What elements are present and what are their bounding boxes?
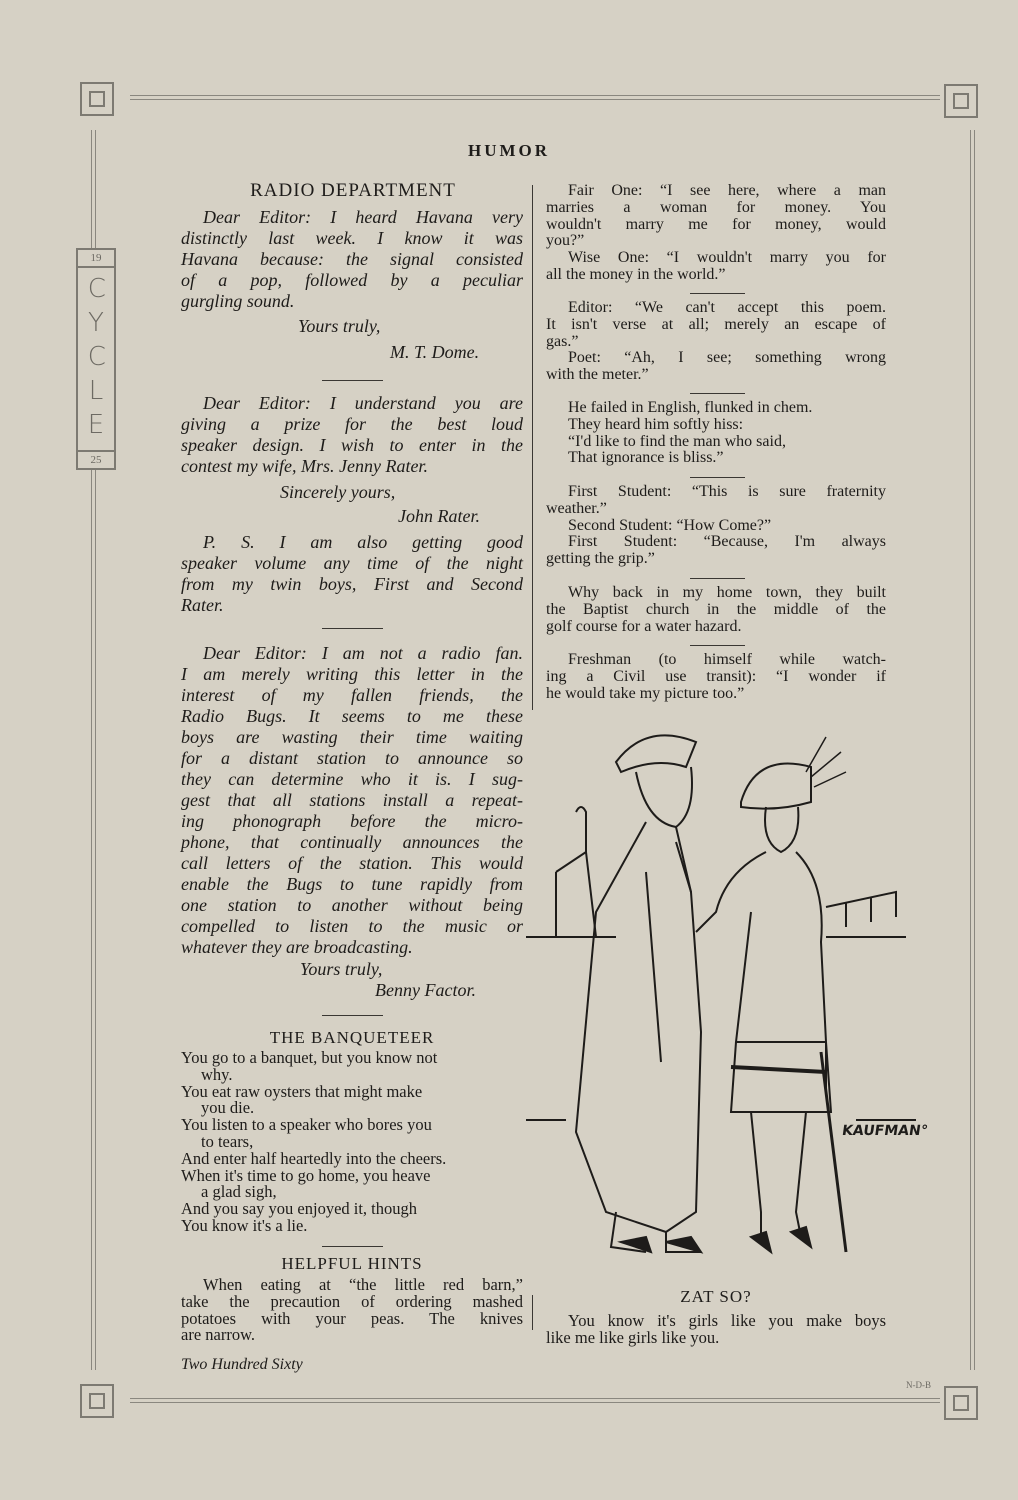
divider: [690, 578, 745, 579]
letter-1: [181, 207, 523, 312]
text-line: you die.: [201, 1098, 255, 1118]
text-line: He failed in English, flunked in chem.: [568, 399, 813, 416]
joke-water-hazard: [546, 585, 886, 635]
text-line: They heard him softly hiss:: [568, 415, 744, 433]
text-line: you?”: [546, 232, 585, 250]
text-line: Dear Editor: I heard Havana very: [203, 207, 523, 227]
text-line: compelled to listen to the music or: [181, 916, 523, 936]
text-line: phone, that continually announces the: [181, 832, 523, 852]
cartoon-title: ZAT SO?: [680, 1287, 752, 1306]
radio-department-title: RADIO DEPARTMENT: [250, 180, 456, 201]
text-line: golf course for a water hazard.: [546, 617, 742, 635]
text-line: why.: [201, 1064, 233, 1084]
text-line: wouldn't marry me for money, would: [546, 215, 886, 233]
building: [556, 807, 596, 937]
text-line: a glad sigh,: [201, 1182, 277, 1202]
joke-ignorance-bliss: [546, 400, 886, 467]
text-line: ing phonograph before the micro-: [181, 811, 523, 831]
letter-1-closing: Yours truly,: [298, 316, 381, 336]
text-line: First Student: “This is sure fraternity: [568, 483, 886, 500]
divider: [690, 293, 745, 294]
text-line: to tears,: [201, 1131, 254, 1151]
cycle-logo-ornament: [76, 248, 116, 470]
fence: [826, 892, 896, 927]
text-line: of a pop, followed by a peculiar: [181, 270, 523, 290]
text-line: Dear Editor: I understand you are: [203, 393, 523, 413]
cartoon-signature: KAUFMAN°: [840, 1123, 929, 1139]
divider: [322, 628, 383, 629]
helpful-hints-title: HELPFUL HINTS: [281, 1254, 423, 1273]
banqueteer-title: THE BANQUETEER: [269, 1028, 435, 1047]
text-line: P. S. I am also getting good: [203, 532, 523, 552]
text-line: Freshman (to himself while watch-: [568, 651, 886, 668]
text-line: whatever they are broadcasting.: [181, 937, 413, 957]
text-line: from my twin boys, First and Second: [181, 574, 523, 594]
text-line: I am merely writing this letter in the: [181, 664, 523, 684]
column-divider: [532, 185, 533, 710]
text-line: they can determine who it is. I sug-: [181, 769, 523, 789]
letter-2-closing: Sincerely yours,: [280, 482, 396, 502]
text-line: Second Student: “How Come?”: [568, 516, 772, 534]
text-line: Wise One: “I wouldn't marry you for: [568, 249, 886, 267]
corner-mark: N-D-B: [906, 1380, 931, 1390]
text-line: It isn't verse at all; merely an escape of: [546, 315, 886, 333]
cartoon-caption: [546, 1313, 886, 1347]
corner-ornament-bl: [80, 1384, 114, 1418]
letter-3: [181, 643, 523, 958]
text-line: First Student: “Because, I'm always: [568, 533, 886, 551]
text-line: contest my wife, Mrs. Jenny Rater.: [181, 456, 428, 476]
text-line: call letters of the station. This would: [181, 853, 523, 873]
text-line: Poet: “Ah, I see; something wrong: [568, 349, 886, 367]
text-line: speaker volume any time of the night: [181, 553, 523, 573]
top-border: [130, 95, 940, 100]
text-line: You eat raw oysters that might make: [181, 1081, 423, 1101]
text-line: And enter half heartedly into the cheers.: [181, 1148, 447, 1168]
joke-editor-poet: [546, 300, 886, 384]
corner-ornament-br: [944, 1386, 978, 1420]
banqueteer-poem: [181, 1050, 523, 1235]
column-divider: [532, 1295, 533, 1330]
text-line: Havana because: the signal consisted: [181, 249, 523, 269]
text-line: enable the Bugs to tune rapidly from: [181, 874, 523, 894]
text-line: weather.”: [546, 499, 607, 517]
text-line: with the meter.”: [546, 366, 649, 384]
text-line: getting the grip.”: [546, 550, 655, 568]
text-line: take the precaution of ordering mashed: [181, 1291, 523, 1311]
letter-2: [181, 393, 523, 477]
text-line: You go to a banquet, but you know not: [181, 1048, 438, 1067]
text-line: You listen to a speaker who bores you: [181, 1115, 432, 1135]
text-line: “I'd like to find the man who said,: [568, 432, 786, 450]
letter-3-signature: Benny Factor.: [375, 980, 476, 1000]
cartoon-illustration: [526, 712, 916, 1272]
corner-ornament-tr: [944, 84, 978, 118]
text-line: speaker design. I wish to enter in the: [181, 435, 523, 455]
helpful-hints: [181, 1277, 523, 1344]
text-line: like me like girls like you.: [546, 1327, 720, 1347]
text-line: When eating at “the little red barn,”: [203, 1275, 523, 1294]
logo-year-top: 19: [78, 250, 114, 268]
divider: [690, 477, 745, 478]
text-line: all the money in the world.”: [546, 265, 726, 283]
text-line: one station to another without being: [181, 895, 523, 915]
letter-2-postscript: [181, 532, 523, 616]
text-line: Editor: “We can't accept this poem.: [568, 299, 886, 316]
text-line: distinctly last week. I know it was: [181, 228, 523, 248]
divider: [690, 645, 745, 646]
text-line: When it's time to go home, you heave: [181, 1165, 431, 1185]
text-line: interest of my fallen friends, the: [181, 685, 523, 705]
text-line: are narrow.: [181, 1325, 256, 1345]
text-line: potatoes with your peas. The knives: [181, 1308, 523, 1328]
text-line: gurgling sound.: [181, 291, 295, 311]
page-heading: HUMOR: [467, 141, 551, 160]
text-line: You know it's a lie.: [181, 1215, 308, 1235]
text-line: he would take my picture too.”: [546, 684, 745, 702]
text-line: boys are wasting their time waiting: [181, 727, 523, 747]
letter-2-signature: John Rater.: [398, 506, 480, 526]
text-line: marries a woman for money. You: [546, 198, 886, 216]
text-line: for a distant station to announce so: [181, 748, 523, 768]
bottom-border: [130, 1398, 940, 1403]
divider: [322, 1246, 383, 1247]
letter-3-closing: Yours truly,: [300, 959, 383, 979]
text-line: gas.”: [546, 332, 579, 350]
text-line: You know it's girls like you make boys: [568, 1311, 886, 1330]
text-line: Radio Bugs. It seems to me these: [181, 706, 523, 726]
joke-fair-one: [546, 183, 886, 284]
text-line: And you say you enjoyed it, though: [181, 1199, 418, 1219]
page-number: Two Hundred Sixty: [181, 1356, 303, 1373]
joke-freshman-transit: [546, 652, 886, 702]
text-line: Fair One: “I see here, where a man: [568, 182, 886, 199]
text-line: giving a prize for the best loud: [181, 414, 523, 434]
corner-ornament-tl: [80, 82, 114, 116]
text-line: ing a Civil use transit): “I wonder if: [546, 667, 886, 685]
joke-fraternity-weather: [546, 484, 886, 568]
divider: [322, 1015, 383, 1016]
divider: [322, 380, 383, 381]
text-line: Why back in my home town, they built: [568, 584, 886, 601]
woman-figure: [696, 737, 846, 1252]
divider: [690, 393, 745, 394]
text-line: That ignorance is bliss.”: [568, 449, 724, 467]
text-line: the Baptist church in the middle of the: [546, 600, 886, 618]
text-line: Dear Editor: I am not a radio fan.: [203, 643, 523, 663]
logo-text: CYCLE: [87, 274, 106, 440]
letter-1-signature: M. T. Dome.: [390, 342, 480, 362]
right-border: [970, 130, 975, 1370]
man-figure: [576, 735, 701, 1252]
logo-year-bottom: 25: [78, 450, 114, 468]
text-line: Rater.: [181, 595, 224, 615]
text-line: gest that all stations install a repeat-: [181, 790, 523, 810]
